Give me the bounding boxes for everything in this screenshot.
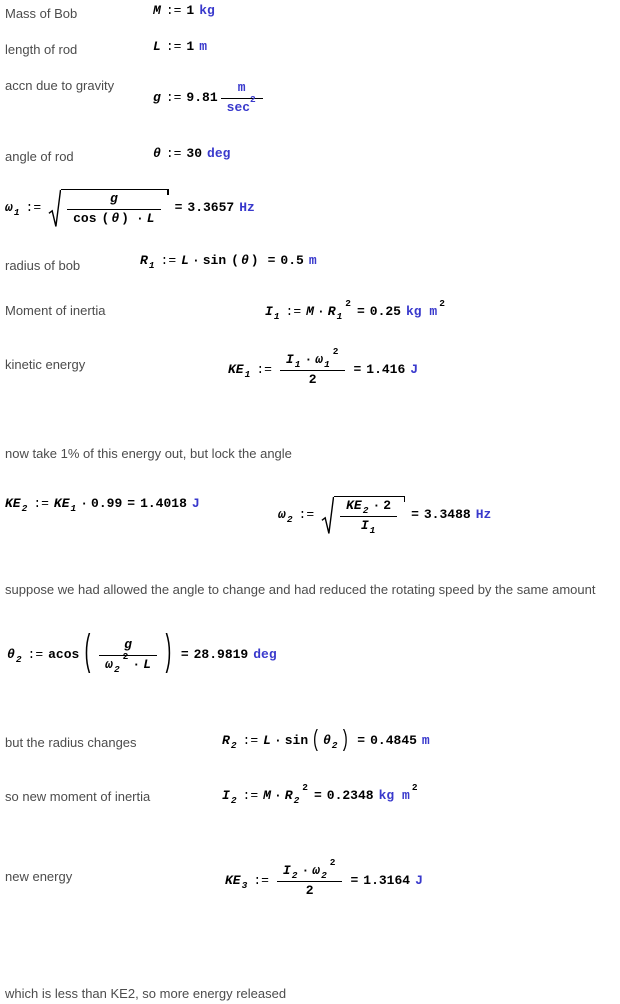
equals-op: = [174,199,183,215]
variable: g [153,89,161,105]
unit: deg [207,146,231,161]
result: 1.4018 [140,496,187,511]
value: 9.81 [186,89,218,105]
text-region-radius2[interactable]: but the radius changes [5,735,137,750]
assign-op: := [160,253,177,268]
multiply-dot: · [304,352,313,367]
variable: L [146,210,155,226]
exponent: 2 [332,346,339,357]
variable: ω [315,352,324,367]
assign-op: := [33,496,49,511]
multiply-dot: · [80,496,89,511]
equation-gravity[interactable] [153,81,266,116]
subscript: 2 [291,870,298,881]
close-paren: ) [341,726,350,754]
variable: I [265,304,273,319]
multiply-dot: · [132,656,141,672]
equation-radius1[interactable] [140,254,317,269]
radical-icon [321,496,334,535]
open-paren: ( [311,726,321,754]
text-region-take1pct[interactable]: now take 1% of this energy out, but lock the angle [5,446,292,461]
text-region-angle[interactable]: angle of rod [5,149,74,164]
radicand [61,189,167,228]
assign-op: := [165,39,182,54]
variable: θ [240,253,249,268]
equals-op: = [267,253,276,268]
variable: KE [5,496,21,511]
variable: R [140,253,148,268]
assign-op: := [285,304,302,319]
subscript: 2 [362,505,369,516]
unit: m [308,253,317,268]
variable: θ [7,646,15,662]
radical-icon [48,189,61,228]
value: 0.99 [91,496,123,511]
unit: J [410,361,419,377]
equation-theta2[interactable] [7,627,277,677]
denominator [99,650,157,675]
multiply-dot: · [316,304,325,319]
unit: m [199,39,208,54]
result: 0.5 [280,253,304,268]
exponent: 2 [250,93,256,105]
variable: L [263,733,271,748]
text-region-radius1[interactable]: radius of bob [5,258,81,273]
value: 2 [383,498,392,513]
unit: J [191,496,200,511]
subscript: 2 [230,795,237,806]
unit: Hz [475,506,492,522]
equation-mass[interactable] [153,4,215,19]
function-name: cos [73,210,97,226]
numerator [232,81,252,98]
unit: m [421,733,430,748]
variable: I [285,352,294,367]
result: 3.3488 [423,506,471,522]
subscript: 1 [273,311,280,322]
close-paren: ) [250,253,259,268]
unit: deg [253,646,277,662]
variable: R [222,733,230,748]
variable: M [153,3,161,18]
multiply-dot: · [372,498,381,513]
subscript: 2 [331,740,338,751]
variable: I [360,517,369,533]
equation-inertia2[interactable] [222,782,419,806]
exponent: 2 [302,782,308,793]
subscript: 1 [336,311,343,322]
function-name: sin [202,253,227,268]
result: 0.25 [369,304,401,319]
subscript: 1 [294,359,301,370]
numerator [280,346,346,370]
variable: θ [153,146,161,161]
equals-op: = [313,788,322,803]
value: 30 [186,146,203,161]
equals-op: = [180,646,189,662]
equation-omega1[interactable] [5,189,255,228]
assign-op: := [25,199,42,215]
exponent: 2 [122,650,129,662]
result: 3.3657 [187,199,235,215]
unit-exponent: 2 [411,782,418,793]
equation-ke1[interactable] [228,346,419,388]
equals-op: = [127,496,136,511]
variable: L [181,253,189,268]
subscript: 2 [286,513,293,525]
equals-op: = [353,361,362,377]
subscript: 1 [244,368,251,380]
denominator: 2 [277,881,343,899]
open-paren: ( [231,253,239,268]
fraction [280,346,346,388]
multiply-dot: · [191,253,200,268]
denominator [67,209,160,227]
equals-op: = [411,506,419,522]
unit: m [237,80,246,95]
numerator [277,857,343,881]
assign-op: := [242,733,259,748]
assign-op: := [298,506,315,522]
equals-op: = [356,304,365,319]
square-root [321,496,404,535]
unit: kg m [406,304,438,319]
equals-op: = [350,872,359,888]
numerator [340,499,397,516]
text-region-length[interactable]: length of rod [5,42,78,57]
subscript: 1 [148,260,155,271]
variable: g [109,191,118,206]
open-paren: ( [101,210,110,226]
equals-op: = [357,733,366,748]
variable: L [143,656,151,672]
variable: M [263,788,271,803]
fraction [221,81,263,116]
subscript: 2 [293,795,300,806]
equation-length[interactable] [153,40,207,55]
variable: KE [53,496,70,511]
square-root [48,189,167,228]
multiply-dot: · [301,863,310,878]
variable: KE [228,361,244,377]
result: 0.2348 [326,788,374,803]
denominator [340,516,397,534]
radicand [334,496,404,535]
exponent: 2 [329,857,336,868]
text-region-conclusion[interactable]: which is less than KE2, so more energy released [5,986,287,1001]
unit: J [415,872,423,888]
open-paren: ( [83,627,94,677]
equation-ke3[interactable] [225,857,423,899]
variable: I [222,788,230,803]
text-region-gravity[interactable]: accn due to gravity [5,78,115,93]
equation-omega2[interactable] [278,496,491,535]
variable: ω [278,506,286,522]
text-region-inertia1[interactable]: Moment of inertia [5,303,106,318]
multiply-dot: · [273,788,282,803]
subscript: 2 [321,870,327,881]
subscript: 1 [70,503,77,514]
fraction [277,857,343,899]
variable: M [306,304,314,319]
variable: R [327,304,336,319]
subscript: 1 [324,359,330,370]
assign-op: := [165,146,182,161]
unit: Hz [239,199,255,215]
subscript: 2 [113,663,120,675]
text-region-energy3[interactable]: new energy [5,869,73,884]
multiply-dot: · [273,733,282,748]
variable: I [282,863,291,878]
subscript: 1 [369,524,376,536]
fraction [67,192,160,227]
assign-op: := [253,872,269,888]
value: 1 [186,3,195,18]
function-name: sin [284,733,309,748]
denominator [221,93,263,116]
equation-angle[interactable] [153,147,230,162]
fraction [340,499,397,534]
unit: sec [226,99,251,115]
result: 28.9819 [193,646,249,662]
text-region-kinetic1[interactable]: kinetic energy [5,357,86,372]
subscript: 2 [21,503,28,514]
unit-exponent: 2 [439,298,445,309]
result: 1.3164 [363,872,411,888]
assign-op: := [242,788,259,803]
subscript: 3 [241,879,248,891]
assign-op: := [165,89,182,105]
equation-radius2[interactable] [222,726,430,754]
variable: L [153,39,161,54]
multiply-dot: · [135,210,144,226]
text-region-inertia2[interactable]: so new moment of inertia [5,789,151,804]
text-region-mass[interactable]: Mass of Bob [5,6,78,21]
variable: KE [225,872,241,888]
variable: ω [312,863,321,878]
assign-op: := [27,646,44,662]
variable: ω [105,656,113,672]
subscript: 2 [230,740,237,751]
unit: kg [199,3,215,18]
equation-inertia1[interactable] [265,298,446,322]
variable: θ [322,733,331,748]
equation-ke2[interactable] [5,497,200,512]
subscript: 2 [15,653,22,665]
assign-op: := [256,361,272,377]
denominator: 2 [280,370,346,388]
variable: g [124,637,132,652]
numerator [104,192,124,209]
variable: KE [346,498,362,513]
assign-op: := [165,3,182,18]
unit: kg m [378,788,410,803]
result: 1.416 [366,361,406,377]
variable: R [284,788,293,803]
subscript: 1 [13,206,20,218]
text-region-suppose[interactable]: suppose we had allowed the angle to change and had reduced the rotating speed by the same amount [5,582,596,597]
variable: ω [5,199,13,215]
value: 1 [186,39,195,54]
exponent: 2 [345,298,351,309]
fraction [99,638,157,673]
variable: θ [111,210,120,226]
result: 0.4845 [370,733,417,748]
close-paren: ) [121,210,129,226]
close-paren: ) [162,627,173,677]
function-name: acos [48,646,80,662]
